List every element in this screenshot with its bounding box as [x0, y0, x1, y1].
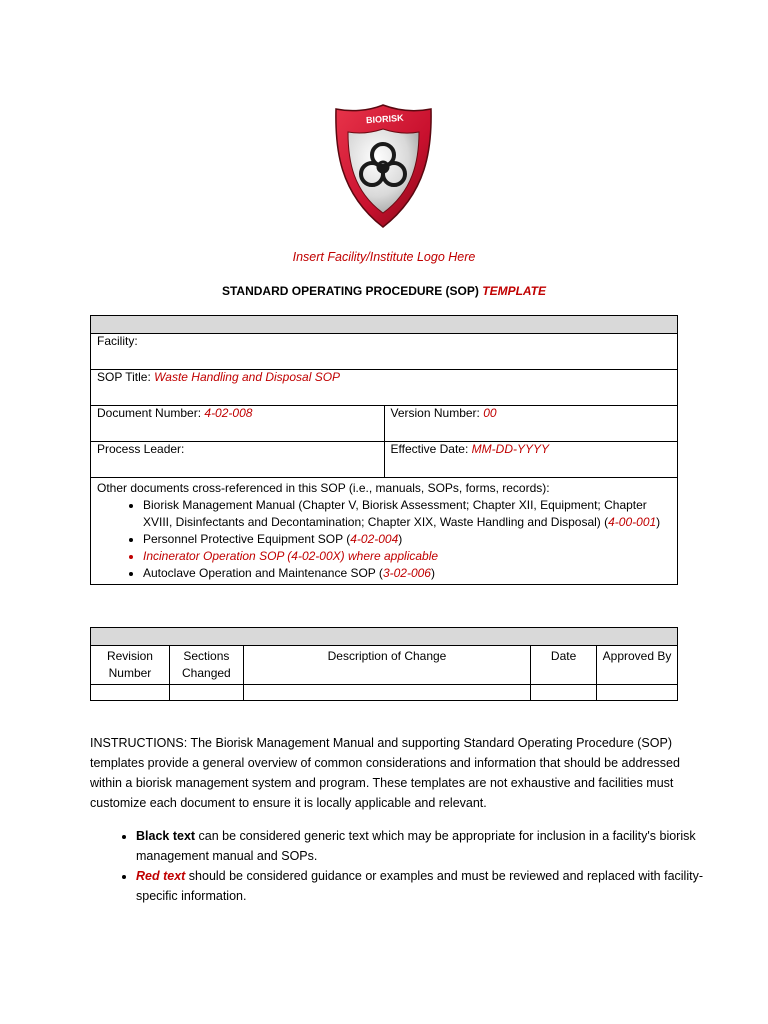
- logo-placeholder-text: Insert Facility/Institute Logo Here: [292, 250, 476, 264]
- crossref-code: 4-02-004: [350, 532, 399, 546]
- crossref-text: Personnel Protective Equipment SOP (: [143, 532, 351, 546]
- crossref-code: 3-02-006: [382, 566, 431, 580]
- version-number-cell[interactable]: [384, 406, 678, 442]
- document-number-cell[interactable]: [91, 406, 385, 442]
- list-item: [136, 826, 726, 866]
- table-row: [91, 685, 678, 701]
- col-approved-by: Approved By: [597, 646, 678, 685]
- revision-number-cell[interactable]: [91, 685, 170, 701]
- sop-title-label: SOP Title:: [97, 370, 151, 384]
- sop-title-value: Waste Handling and Disposal SOP: [154, 370, 341, 384]
- process-leader-cell[interactable]: [91, 442, 385, 478]
- document-number-value: 4-02-008: [204, 406, 253, 420]
- title-main: STANDARD OPERATING PROCEDURE (SOP): [221, 284, 479, 298]
- table-header-bar: [91, 628, 678, 646]
- effective-date-cell[interactable]: [384, 442, 678, 478]
- facility-row: [91, 334, 678, 370]
- black-text-lead: Black text: [136, 829, 196, 843]
- crossref-text: Biorisk Management Manual (Chapter V, Biorisk Assessment; Chapter XII, Equipment; Chapter XVIII, Disinfectants and Decontamination; Chapter XIX, Waste Handling and Disposal) (: [143, 498, 647, 529]
- leader-row: [91, 442, 678, 478]
- version-number-label: Version Number:: [390, 406, 480, 420]
- number-row: [91, 406, 678, 442]
- crossref-list: [97, 497, 671, 582]
- crossref-intro: Other documents cross-referenced in this SOP (i.e., manuals, SOPs, forms, records):: [97, 481, 550, 495]
- crossref-text: Autoclave Operation and Maintenance SOP (: [143, 566, 383, 580]
- date-cell[interactable]: [531, 685, 597, 701]
- title-template-tag: TEMPLATE: [482, 284, 547, 298]
- red-text-desc: should be considered guidance or examples and must be reviewed and replaced with facility-specific information.: [136, 869, 703, 903]
- col-description: Description of Change: [243, 646, 530, 685]
- process-leader-label: Process Leader:: [97, 442, 185, 456]
- sop-title-row: [91, 370, 678, 406]
- crossref-item: [143, 497, 671, 531]
- facility-label: Facility:: [97, 334, 138, 348]
- description-cell[interactable]: [243, 685, 530, 701]
- sop-info-table: [90, 315, 678, 585]
- crossref-suffix: ): [398, 532, 403, 546]
- effective-date-value: MM-DD-YYYY: [471, 442, 550, 456]
- instructions-paragraph: INSTRUCTIONS: The Biorisk Management Manual and supporting Standard Operating Procedure (SOP) templates provide a general overview of common considerations and information that should be addressed within a biorisk management system and program. These templates are not exhaustive and facilities must customize each document to ensure it is locally applicable and relevant.: [90, 736, 680, 810]
- version-number-value: 00: [483, 406, 497, 420]
- document-title: [0, 284, 768, 298]
- crossref-item: [143, 531, 671, 548]
- crossref-text: Incinerator Operation SOP (4-02-00X) where applicable: [143, 549, 439, 563]
- effective-date-label: Effective Date:: [390, 442, 469, 456]
- col-revision-number: Revision Number: [91, 646, 170, 685]
- crossref-item: [143, 565, 671, 582]
- crossref-suffix: ): [430, 566, 435, 580]
- crossref-item: [143, 548, 671, 565]
- table-header-bar: [91, 316, 678, 334]
- text-color-notes: [90, 826, 726, 906]
- crossref-suffix: ): [656, 515, 661, 529]
- list-item: [136, 866, 726, 906]
- sop-title-cell[interactable]: [91, 370, 678, 406]
- red-text-lead: Red text: [136, 869, 186, 883]
- crossref-cell[interactable]: [91, 478, 678, 585]
- revision-history-table: [90, 627, 678, 701]
- revision-header-row: [91, 646, 678, 685]
- crossref-row: [91, 478, 678, 585]
- black-text-desc: can be considered generic text which may be appropriate for inclusion in a facility's biorisk management manual and SOPs.: [136, 829, 696, 863]
- col-date: Date: [531, 646, 597, 685]
- logo-text: BIORISK: [365, 112, 404, 126]
- sections-changed-cell[interactable]: [169, 685, 243, 701]
- crossref-code: 4-00-001: [608, 515, 657, 529]
- facility-cell[interactable]: [91, 334, 678, 370]
- col-sections-changed: Sections Changed: [169, 646, 243, 685]
- document-number-label: Document Number:: [97, 406, 202, 420]
- approved-by-cell[interactable]: [597, 685, 678, 701]
- biorisk-logo: [333, 103, 434, 229]
